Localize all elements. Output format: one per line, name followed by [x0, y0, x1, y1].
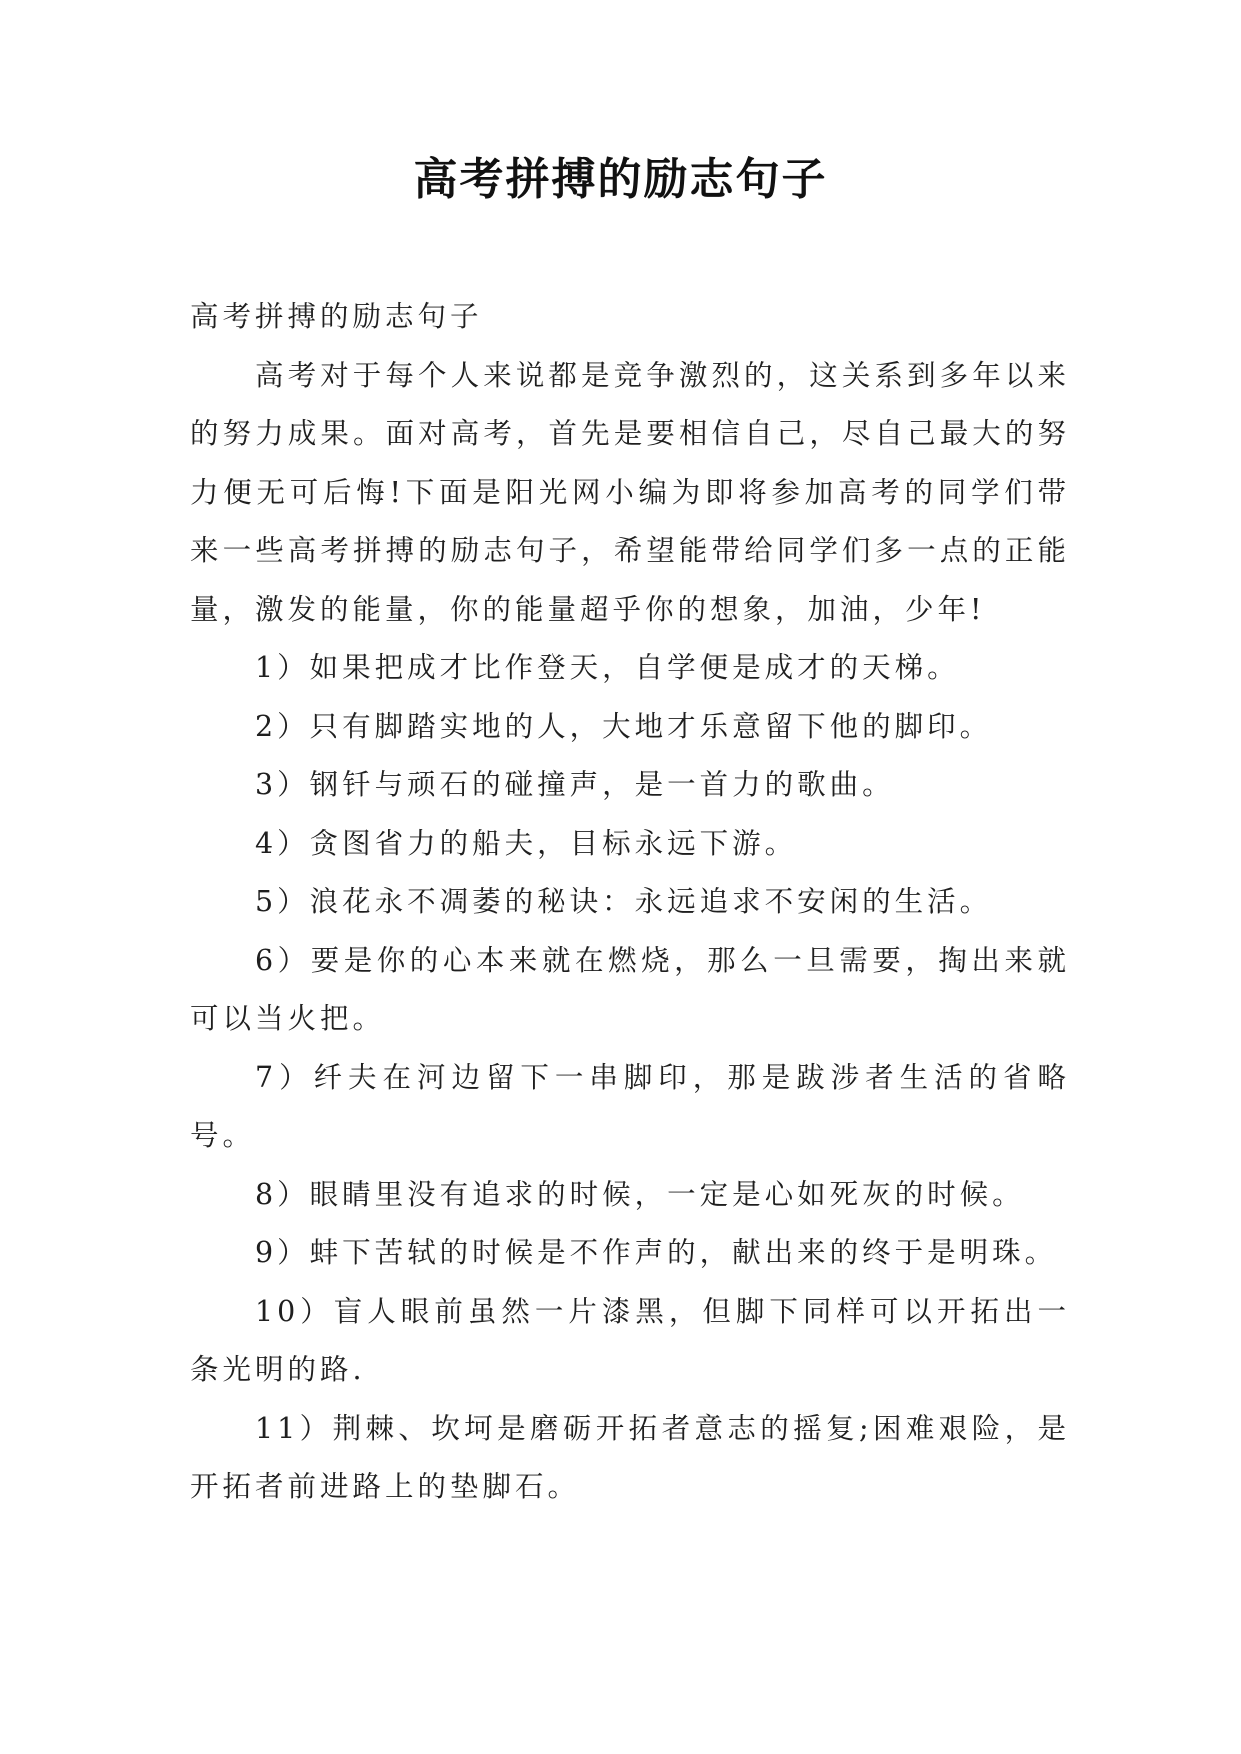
section-heading: 高考拼搏的励志句子 — [190, 300, 483, 333]
sentence-6: 6）要是你的心本来就在燃烧，那么一旦需要，掏出来就可以当火把。 — [190, 943, 1070, 1035]
sentence-7: 7）纤夫在河边留下一串脚印，那是跋涉者生活的省略号。 — [190, 1060, 1070, 1152]
sentence-1: 1）如果把成才比作登天，自学便是成才的天梯。 — [255, 651, 960, 684]
sentence-11: 11）荆棘、坎坷是磨砺开拓者意志的摇复;困难艰险，是开拓者前进路上的垫脚石。 — [190, 1411, 1070, 1503]
document-title: 高考拼搏的励志句子 — [413, 154, 828, 205]
sentence-4: 4）贪图省力的船夫，目标永远下游。 — [255, 826, 798, 860]
sentence-8: 8）眼睛里没有追求的时候，一定是心如死灰的时候。 — [255, 1177, 1025, 1211]
sentence-5: 5）浪花永不凋萎的秘诀：永远追求不安闲的生活。 — [255, 885, 993, 918]
sentence-2: 2）只有脚踏实地的人，大地才乐意留下他的脚印。 — [255, 709, 993, 743]
intro-paragraph: 高考对于每个人来说都是竞争激烈的，这关系到多年以来的努力成果。面对高考，首先是要相信自己，尽自己最大的努力便无可后悔!下面是阳光网小编为即将参加高考的同学们带来一些高考拼搏的励志句子，希望能带给同学们多一点的正能量，激发的能量，你的能量超乎你的想象，加油，少年! — [190, 358, 1070, 626]
document-body — [190, 288, 1070, 1517]
sentence-9: 9）蚌下苦轼的时候是不作声的，献出来的终于是明珠。 — [255, 1236, 1058, 1269]
sentence-3: 3）钢钎与顽石的碰撞声，是一首力的歌曲。 — [255, 768, 895, 801]
sentence-10: 10）盲人眼前虽然一片漆黑，但脚下同样可以开拓出一条光明的路. — [190, 1294, 1070, 1386]
